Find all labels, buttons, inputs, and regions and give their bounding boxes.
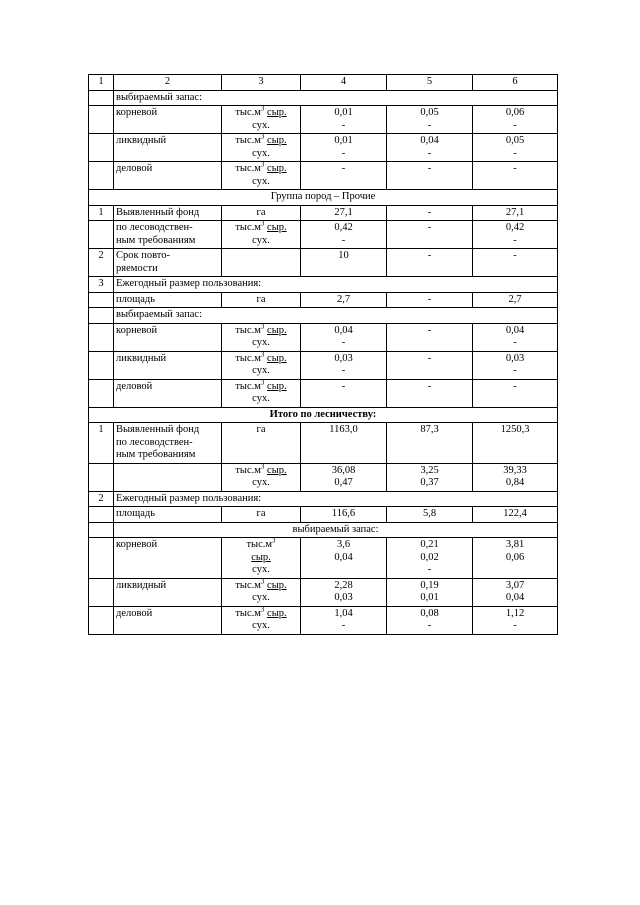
unit-dry: сух. [252,234,270,246]
row-name [114,162,222,190]
unit-sup: 3 [260,605,265,613]
unit-cubic-line [224,605,298,621]
table-row [89,578,558,606]
cell-line: 27,1 [334,206,353,218]
row-unit [222,205,301,221]
cell-line: 3,6 [336,539,351,550]
unit-raw: сыр. [267,324,287,336]
cell-line: - [513,337,517,348]
value-c6 [473,423,558,464]
row-name [114,423,222,464]
cell-line: площадь [116,293,155,305]
table-row [89,134,558,162]
cell-line: 1250,3 [500,424,530,435]
unit-prefix: тыс.м [235,464,261,476]
unit-cubic-line [224,577,298,593]
cell-line: - [427,380,432,392]
row-name [114,578,222,606]
value-c4 [301,379,387,407]
value-c5 [387,351,473,379]
cell-line: по лесоводствен- [116,436,193,448]
value-c5 [387,106,473,134]
cell-line: 0,19 [420,579,439,591]
row-name [114,463,222,491]
cell-line: 5,8 [422,508,437,519]
row-number [89,463,114,491]
cell-line: 122,4 [503,508,527,519]
unit-raw: сыр. [267,607,287,619]
cell-line: 0,01 [334,135,353,146]
cell-line: 0,04 [334,324,353,336]
unit-cubic-line [224,462,298,478]
section-header: Итого по лесничеству: [89,407,558,423]
value-c5 [387,134,473,162]
unit-cubic-line [224,350,298,366]
value-c6 [473,323,558,351]
table-row [89,106,558,134]
unit-sup: 3 [260,462,265,470]
value-c4 [301,292,387,308]
cell-line: 0,01 [420,592,439,603]
cell-line: - [341,365,346,376]
row-name [114,249,222,277]
cell-line: 3,25 [420,464,439,476]
cell-line: ликвидный [116,579,167,591]
unit-cubic-line [224,132,298,148]
cell-line: 2,28 [334,579,353,591]
cell-line: 0,42 [334,222,353,233]
row-name [114,323,222,351]
row-unit [222,221,301,249]
cell-line: 36,08 [331,464,356,476]
table-row [89,323,558,351]
value-c6 [473,106,558,134]
cell-line: - [427,147,432,159]
unit-dry: сух. [252,592,270,603]
value-c4 [301,606,387,634]
span-label: Ежегодный размер пользования: [114,277,558,293]
cell-line: 0,37 [420,477,439,488]
header-row [89,75,558,91]
cell-line: - [513,234,517,246]
value-c5 [387,323,473,351]
value-c4 [301,221,387,249]
unit-cubic-line [224,160,298,176]
unit-cubic-line [224,104,298,120]
section-header: выбираемый запас: [114,522,558,538]
table-row [89,463,558,491]
header-cell: 4 [301,75,387,91]
unit-ga: га [256,508,266,519]
row-unit [222,162,301,190]
value-c6 [473,249,558,277]
cell-line: - [427,324,432,336]
value-c4 [301,578,387,606]
unit-prefix: тыс.м [235,135,261,146]
cell-line: 87,3 [420,424,439,435]
cell-line: 0,84 [505,477,525,488]
row-unit [222,538,301,579]
cell-line: корневой [116,107,158,118]
value-c6 [473,507,558,523]
unit-cubic-line [224,219,298,235]
table-row [89,423,558,464]
table-row [89,522,558,538]
value-c6 [473,221,558,249]
cell-line: 39,33 [503,464,527,476]
value-c5 [387,205,473,221]
value-c5 [387,379,473,407]
unit-raw: сыр. [267,352,287,364]
cell-line: 0,06 [505,107,525,118]
cell-line: - [427,620,432,631]
row-unit [222,106,301,134]
row-number [89,162,114,190]
row-unit [222,134,301,162]
value-c5 [387,463,473,491]
cell-line: 10 [338,250,349,261]
table-row [89,351,558,379]
row-number [89,134,114,162]
cell-line: деловой [116,607,153,619]
unit-dry: сух. [252,175,270,187]
span-label: выбираемый запас: [114,308,558,324]
cell-line: 3,07 [505,579,525,591]
table-row [89,205,558,221]
value-c4 [301,507,387,523]
cell-line: - [427,352,432,364]
row-name [114,606,222,634]
cell-line: - [341,620,346,631]
unit-cubic-line [224,536,298,552]
table-row [89,407,558,423]
unit-sup: 3 [260,160,265,169]
table-row [89,606,558,634]
value-c4 [301,538,387,579]
cell-line: Выявленный фонд [116,424,200,435]
row-number [89,522,114,538]
value-c6 [473,463,558,491]
cell-line: - [513,365,517,376]
cell-line: ликвидный [116,352,167,364]
cell-line: 27,1 [505,206,525,218]
row-unit [222,292,301,308]
value-c5 [387,292,473,308]
row-unit [222,323,301,351]
value-c4 [301,205,387,221]
table-row [89,249,558,277]
span-label: выбираемый запас: [114,90,558,106]
unit-raw: сыр. [267,579,287,591]
cell-line: - [341,119,346,131]
row-number: 2 [89,491,114,507]
value-c6 [473,162,558,190]
unit-dry: сух. [252,119,270,131]
value-c6 [473,205,558,221]
cell-line: 1,04 [334,607,353,619]
value-c4 [301,249,387,277]
table-row [89,162,558,190]
cell-line: 0,03 [334,352,353,364]
table-row [89,292,558,308]
cell-line: - [513,147,517,159]
cell-line: 0,06 [505,551,525,563]
value-c4 [301,106,387,134]
cell-line: 116,6 [331,508,356,519]
cell-line: 0,03 [505,352,525,364]
unit-prefix: тыс.м [235,107,261,118]
cell-line: деловой [116,163,153,174]
cell-line: 0,04 [334,551,353,563]
value-c6 [473,134,558,162]
row-number [89,507,114,523]
row-unit [222,463,301,491]
cell-line: - [427,206,432,218]
value-c5 [387,221,473,249]
value-c6 [473,578,558,606]
row-number [89,323,114,351]
cell-line: площадь [116,508,155,519]
table-row [89,507,558,523]
cell-line: - [427,163,432,174]
unit-ga: га [256,293,266,305]
cell-line: 0,04 [505,324,525,336]
unit-dry: сух. [252,365,270,376]
cell-line: 3,81 [505,539,525,550]
unit-cubic-line [224,322,298,338]
cell-line: 0,21 [420,539,439,550]
unit-dry: сух. [252,147,270,159]
cell-line: 0,05 [420,107,439,118]
value-c6 [473,379,558,407]
value-c5 [387,538,473,579]
unit-raw: сыр. [267,135,287,146]
cell-line: ряемости [116,262,158,274]
row-name [114,134,222,162]
cell-line: 0,08 [420,607,439,619]
row-name [114,507,222,523]
unit-prefix: тыс.м [235,352,261,364]
cell-line: ным требованиям [116,234,196,246]
header-cell: 6 [473,75,558,91]
row-unit [222,249,301,277]
value-c4 [301,162,387,190]
unit-ga: га [256,424,266,435]
cell-line: 1163,0 [329,424,358,435]
cell-line: - [427,222,432,233]
forestry-table [88,74,558,635]
value-c4 [301,351,387,379]
cell-line: по лесоводствен- [116,222,193,233]
cell-line: 2,7 [508,293,522,305]
row-number: 1 [89,423,114,464]
unit-prefix: тыс.м [235,380,261,392]
table-row [89,308,558,324]
cell-line: 0,47 [334,477,353,488]
cell-line: 0,04 [420,135,439,146]
unit-sup: 3 [272,536,276,545]
table-row [89,379,558,407]
row-number [89,606,114,634]
unit-dry: сух. [252,477,270,488]
value-c4 [301,323,387,351]
header-cell: 2 [114,75,222,91]
value-c4 [301,463,387,491]
unit-prefix: тыс.м [235,163,261,174]
unit-sup: 3 [260,350,265,358]
unit-dry: сух. [252,337,270,348]
row-unit [222,578,301,606]
value-c5 [387,423,473,464]
cell-line: 1,12 [505,607,525,619]
value-c4 [301,423,387,464]
cell-line: - [427,119,432,131]
row-number: 2 [89,249,114,277]
cell-line: 0,02 [420,551,439,563]
cell-line: 0,03 [334,592,353,603]
unit-sup: 3 [260,378,265,386]
unit-prefix: тыс.м [235,222,261,233]
cell-line: корневой [116,324,158,336]
cell-line: 0,01 [334,107,353,118]
value-c5 [387,249,473,277]
table-row [89,190,558,206]
unit-sup: 3 [260,132,265,141]
unit-dry: сух. [252,564,270,575]
row-name [114,351,222,379]
unit-sup: 3 [260,219,265,228]
cell-line: деловой [116,380,153,392]
cell-line: ликвидный [116,135,167,146]
value-c5 [387,578,473,606]
span-label: Ежегодный размер пользования: [114,491,558,507]
unit-raw: сыр. [251,551,271,563]
unit-raw: сыр. [267,107,287,118]
unit-raw: сыр. [267,464,287,476]
row-number [89,351,114,379]
table-row [89,221,558,249]
unit-prefix: тыс.м [235,579,261,591]
cell-line: 0,42 [505,222,525,233]
cell-line: - [341,147,346,159]
cell-line: ным требованиям [116,449,196,460]
value-c6 [473,292,558,308]
header-cell: 3 [222,75,301,91]
row-name [114,379,222,407]
value-c6 [473,538,558,579]
row-number [89,221,114,249]
unit-dry: сух. [252,393,270,404]
unit-raw: сыр. [267,222,287,233]
cell-line: 2,7 [336,293,351,305]
row-name [114,538,222,579]
row-number [89,538,114,579]
row-unit [222,423,301,464]
cell-line: - [427,293,432,305]
cell-line: 0,04 [505,592,525,603]
cell-line: - [513,620,517,631]
row-name [114,106,222,134]
unit-prefix: тыс.м [246,539,273,550]
value-c5 [387,162,473,190]
unit-dry: сух. [252,620,270,631]
cell-line: Выявленный фонд [116,206,200,218]
section-header: Группа пород – Прочие [89,190,558,206]
header-cell: 1 [89,75,114,91]
row-number: 3 [89,277,114,293]
row-number [89,106,114,134]
cell-line: - [341,234,346,246]
row-number [89,90,114,106]
cell-line: - [513,119,517,131]
unit-raw: сыр. [267,163,287,174]
unit-prefix: тыс.м [235,324,261,336]
unit-cubic-line [224,378,298,394]
row-number [89,292,114,308]
table-row [89,277,558,293]
cell-line: - [513,250,517,261]
value-c6 [473,606,558,634]
cell-line: - [513,380,517,392]
row-number: 1 [89,205,114,221]
row-number [89,308,114,324]
cell-line: - [427,564,432,575]
cell-line: - [341,380,346,392]
table-row [89,90,558,106]
row-unit [222,606,301,634]
row-number [89,578,114,606]
row-name [114,205,222,221]
table-row [89,491,558,507]
table-row [89,538,558,579]
row-number [89,379,114,407]
table-body [89,75,558,635]
row-unit [222,351,301,379]
unit-ga: га [256,206,266,218]
header-cell: 5 [387,75,473,91]
unit-raw: сыр. [267,380,287,392]
cell-line: корневой [116,539,158,550]
cell-line: - [427,250,432,261]
value-c5 [387,606,473,634]
unit-sup: 3 [260,322,265,330]
row-unit [222,379,301,407]
value-c6 [473,351,558,379]
row-name [114,292,222,308]
value-c5 [387,507,473,523]
cell-line: - [513,163,517,174]
cell-line: 0,05 [505,135,525,146]
cell-line: - [341,163,346,174]
row-unit [222,507,301,523]
unit-prefix: тыс.м [235,607,261,619]
value-c4 [301,134,387,162]
cell-line: Срок повто- [116,250,170,261]
unit-sup: 3 [260,577,265,585]
cell-line: - [341,337,346,348]
unit-sup: 3 [260,104,265,113]
row-name [114,221,222,249]
